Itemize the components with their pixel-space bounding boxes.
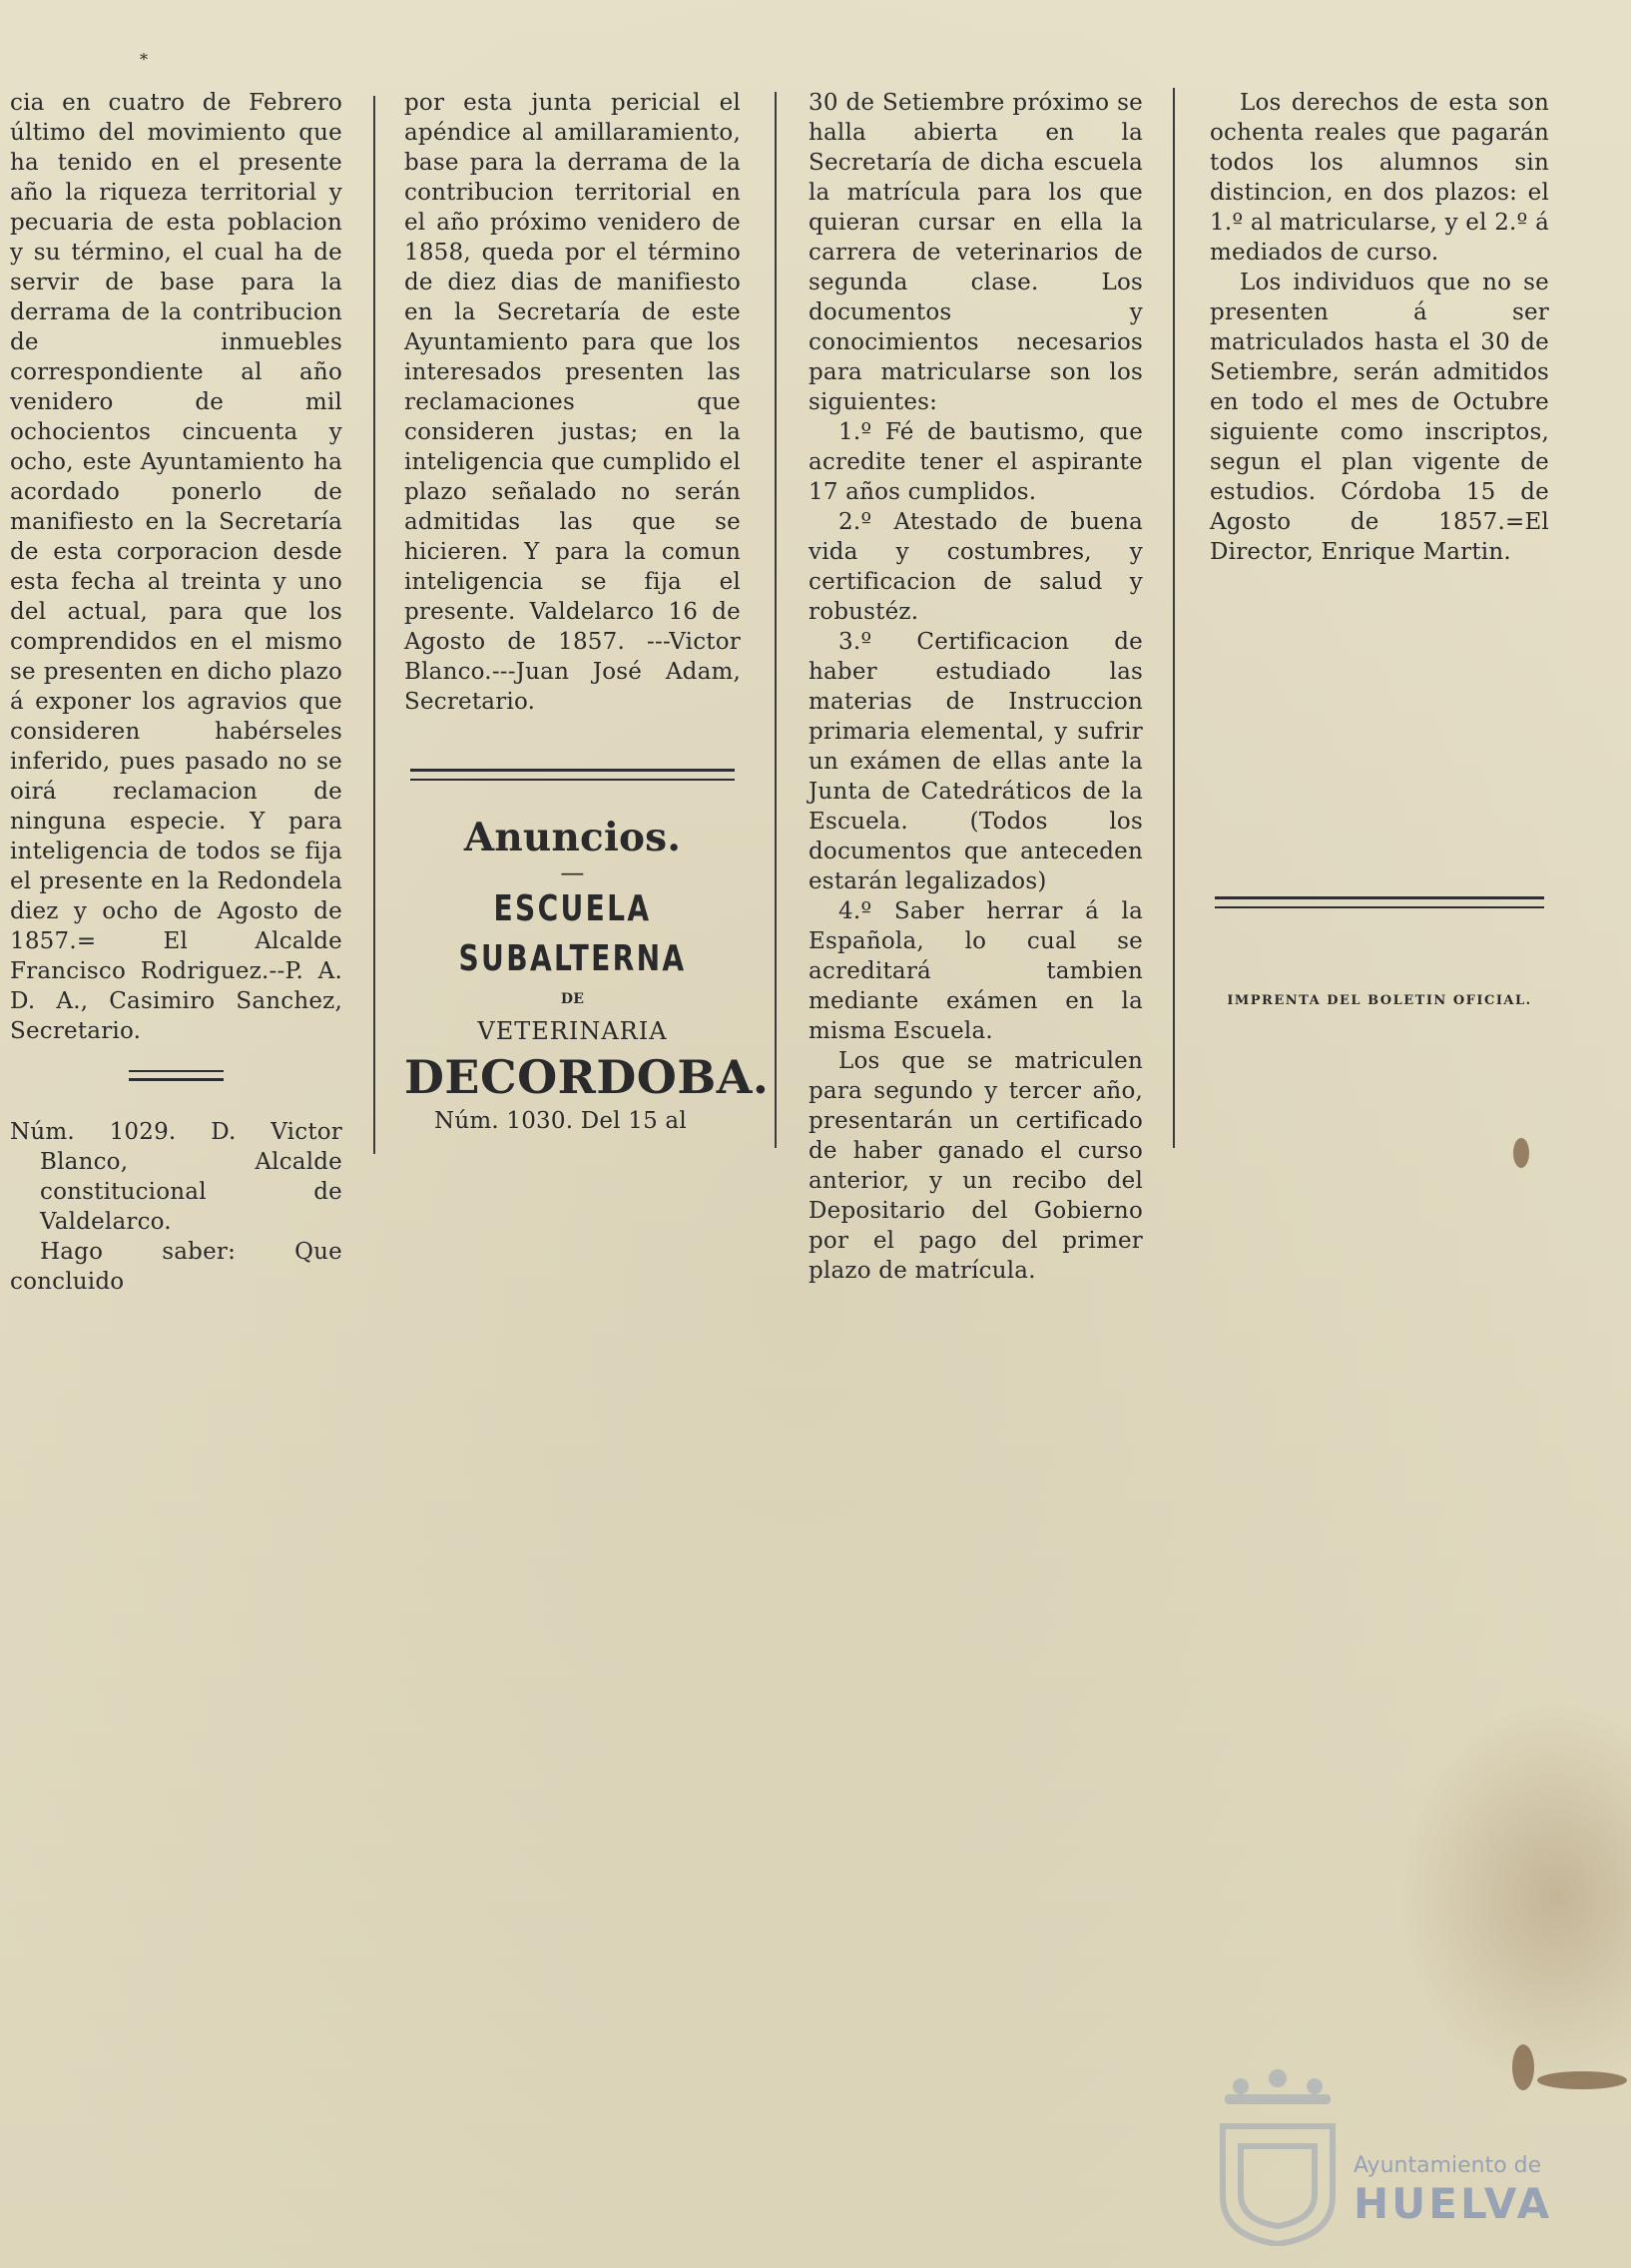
column-divider-2: [775, 92, 777, 1148]
column-4: [1210, 88, 1549, 1016]
watermark-line-1: Ayuntamiento de: [1354, 2153, 1542, 2178]
col3-paragraph-1: 30 de Setiembre próximo se halla abierta en la Secretaría de dicha escuela la matrícula para los que quieran cursar en ella la carrera de veterinarios de segunda clase. Los documentos y conocimientos necesarios para matricularse son los siguientes:: [809, 90, 1143, 415]
school-title: ESCUELA SUBALTERNA: [458, 888, 687, 979]
column-divider-3: [1173, 88, 1175, 1148]
col4-paragraph-2: Los individuos que no se presenten á ser matriculados hasta el 30 de Setiembre, serán admitidos en todo el mes de Octubre siguiente como inscriptos, segun el plan vigente de estudios. Córdoba 15 de Agosto de 1857.=El Director, Enrique Martin.: [1210, 270, 1549, 565]
watermark-line-2: HUELVA: [1354, 2179, 1553, 2228]
column-1: [10, 88, 342, 1297]
section-heading-anuncios: Anuncios.: [463, 815, 682, 860]
school-title-veterinaria: VETERINARIA: [477, 1017, 668, 1045]
col1-notice-heading: Núm. 1029. D. Victor Blanco, Alcalde constitucional de Valdelarco.: [10, 1119, 342, 1235]
col3-requirement-4: 4.º Saber herrar á la Española, lo cual se acreditará tambien mediante exámen en la misma Escuela.: [809, 898, 1143, 1044]
col3-paragraph-6: Los que se matriculen para segundo y tercer año, presentarán un certificado de haber ganado el curso anterior, y un recibo del Depositario del Gobierno por el pago del primer plazo de matrícula.: [809, 1048, 1143, 1284]
printer-imprint: IMPRENTA DEL BOLETIN OFICIAL.: [1227, 993, 1532, 1008]
col3-requirement-3: 3.º Certificacion de haber estudiado las materias de Instruccion primaria elemental, y sufrir un exámen de ellas ante la Junta de Catedráticos de la Escuela. (Todos los documentos que anteceden estarán legalizados): [809, 629, 1143, 894]
section-divider: [129, 1070, 224, 1081]
school-title-city: DECORDOBA.: [404, 1050, 770, 1104]
heading-dash: —: [560, 858, 585, 886]
ink-stain: [1513, 1138, 1529, 1168]
page-marker: *: [140, 50, 148, 69]
col4-paragraph-1: Los derechos de esta son ochenta reales que pagarán todos los alumnos sin distincion, en dos plazos: el 1.º al matricularse, y el 2.º á mediados de curso.: [1210, 90, 1549, 266]
column-divider-1: [373, 96, 375, 1154]
col2-paragraph-2: Núm. 1030. Del 15 al: [434, 1108, 687, 1134]
col2-paragraph-1: por esta junta pericial el apéndice al amillaramiento, base para la derrama de la contribucion territorial en el año próximo venidero de 1858, queda por el término de diez dias de manifiesto en la Secretaría de este Ayuntamiento para que los interesados presenten las reclamaciones que consideren justas; en la inteligencia que cumplido el plazo señalado no serán admitidas las que se hicieren. Y para la comun inteligencia se fija el presente. Valdelarco 16 de Agosto de 1857. ---Victor Blanco.---Juan José Adam, Secretario.: [404, 90, 741, 715]
column-3: [809, 88, 1143, 1286]
school-title-de: DE: [560, 991, 585, 1007]
col1-paragraph-3: Hago saber: Que concluido: [10, 1239, 342, 1295]
section-divider: [410, 769, 735, 781]
col3-requirement-1: 1.º Fé de bautismo, que acredite tener el aspirante 17 años cumplidos.: [809, 419, 1143, 505]
column-2: [404, 88, 770, 1136]
col1-paragraph-1: cia en cuatro de Febrero último del movimiento que ha tenido en el presente año la riqueza territorial y pecuaria de esta poblacion y su término, el cual ha de servir de base para la derrama de la contribucion de inmuebles correspondiente al año venidero de mil ochocientos cincuenta y ocho, este Ayuntamiento ha acordado ponerlo de manifiesto en la Secretaría de esta corporacion desde esta fecha al treinta y uno del actual, para que los comprendidos en el mismo se presenten en dicho plazo á exponer los agravios que consideren habérseles inferido, pues pasado no se oirá reclamacion de ninguna especie. Y para inteligencia de todos se fija el presente en la Redondela diez y ocho de Agosto de 1857.= El Alcalde Francisco Rodriguez.--P. A. D. A., Casimiro Sanchez, Secretario.: [10, 90, 342, 1044]
col3-requirement-2: 2.º Atestado de buena vida y costumbres, y certificacion de salud y robustéz.: [809, 509, 1143, 625]
section-divider: [1215, 896, 1544, 908]
